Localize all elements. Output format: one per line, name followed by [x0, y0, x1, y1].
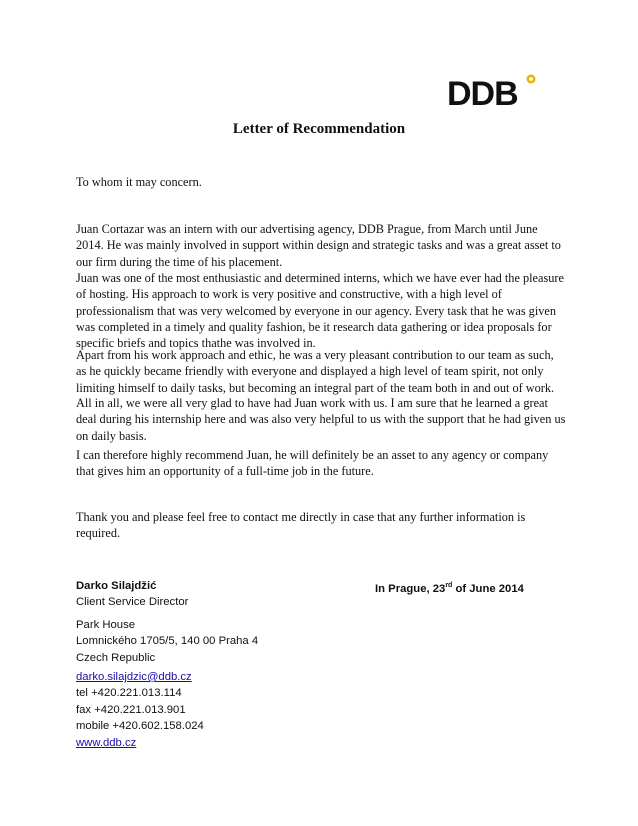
- address-line-1: Park House: [76, 619, 136, 631]
- place-and-date: [375, 578, 524, 597]
- closing-paragraph: Thank you and please feel free to contact me directly in case that any further information is required.: [76, 510, 526, 541]
- signatory-role: Client Service Director: [76, 596, 189, 608]
- contact-block: [76, 669, 376, 751]
- body-paragraph-3: Apart from his work approach and ethic, he was a very pleasant contribution to our team as such, as he quickly became friendly with everyone and displayed a high level of team spirit, not only limiting himself to daily tasks, but becoming an integral part of the team both in and out of work.: [76, 348, 555, 395]
- place-date-prefix: In Prague, 23: [375, 583, 446, 595]
- email-link[interactable]: darko.silajdzic@ddb.cz: [76, 671, 192, 683]
- signatory-name: Darko Silajdžić: [76, 580, 157, 592]
- body-paragraph-5: I can therefore highly recommend Juan, he will definitely be an asset to any agency or company that gives him an opportunity of a full-time job in the future.: [76, 448, 549, 479]
- telephone: tel +420.221.013.114: [76, 687, 182, 700]
- salutation: To whom it may concern.: [76, 175, 202, 189]
- ordinal-suffix: rd: [445, 582, 453, 589]
- logo-accent-dot: [528, 76, 534, 82]
- ddb-logo-text: DDB: [447, 75, 518, 108]
- website-link[interactable]: www.ddb.cz: [76, 736, 137, 749]
- body-paragraph-2: Juan was one of the most enthusiastic and determined interns, which we have ever had the pleasure of hosting. His approach to work is very positive and constructive, with a high level of professionalism that was very welcomed by everyone in our agency. Every task that he was given was completed in a timely and quality fashion, be it research data gathering or idea proposals for specific briefs and topics thathe was involved in.: [76, 271, 564, 351]
- body-paragraph-1: Juan Cortazar was an intern with our advertising agency, DDB Prague, from March until June 2014. He was mainly involved in support within design and strategic tasks and was a great asset to our firm during the time of his placement.: [76, 222, 561, 269]
- place-date-rest: of June 2014: [452, 583, 524, 595]
- mobile: mobile +420.602.158.024: [76, 720, 204, 733]
- letter-title: Letter of Recommendation: [232, 121, 406, 137]
- fax: fax +420.221.013.901: [76, 703, 186, 716]
- ddb-logo-graphic: [447, 74, 539, 108]
- address-block: [76, 617, 376, 666]
- address-line-3: Czech Republic: [76, 651, 156, 664]
- address-line-2: Lomnického 1705/5, 140 00 Praha 4: [76, 635, 259, 648]
- body-paragraph-4: All in all, we were all very glad to have had Juan work with us. I am sure that he learned a great deal during his internship here and was also very helpful to us with the support that he had given us on daily basis.: [76, 396, 566, 443]
- ddb-logo: [447, 74, 539, 108]
